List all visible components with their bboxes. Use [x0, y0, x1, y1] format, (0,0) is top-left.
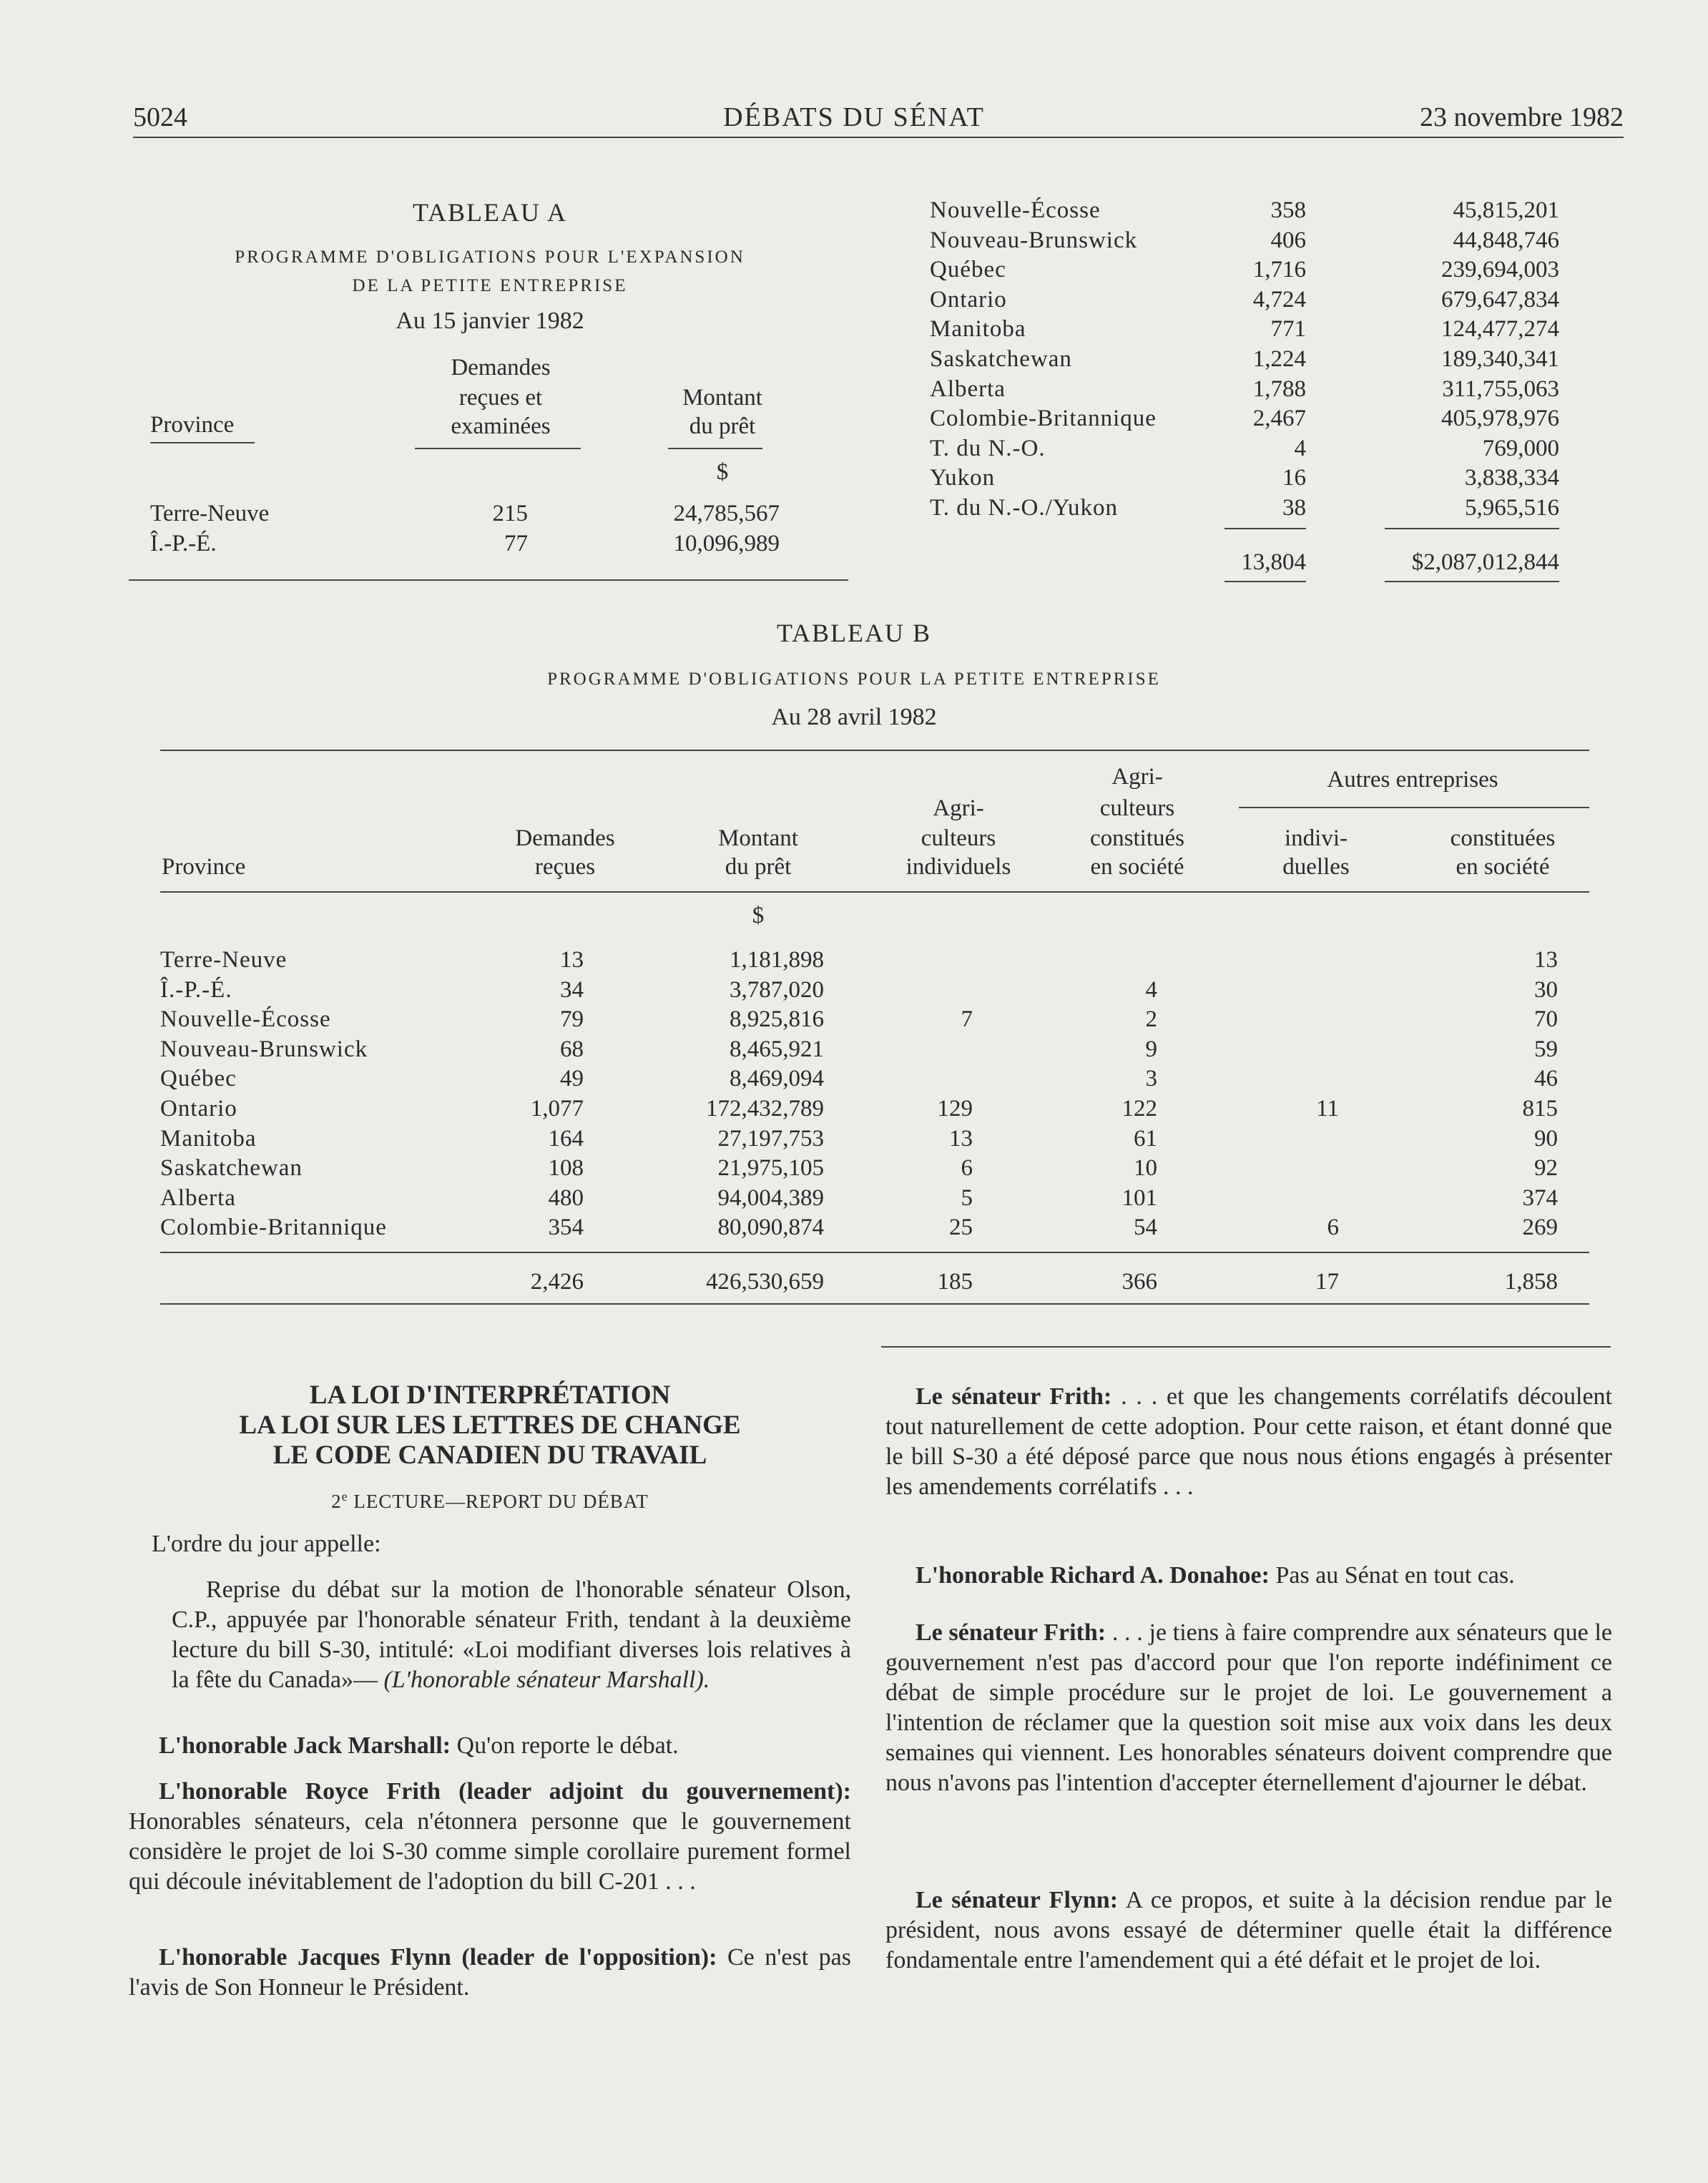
demandes-cell: 108	[548, 1155, 584, 1182]
speech-frith-2	[885, 1382, 1612, 1502]
province-cell: Nouvelle-Écosse	[930, 197, 1101, 223]
tableau-b-bottom-rule	[160, 1303, 1589, 1305]
tableau-b-subtitle: PROGRAMME D'OBLIGATIONS POUR LA PETITE ENTREPRISE	[547, 669, 1161, 689]
indiv-cell: 6	[1327, 1215, 1339, 1241]
const-cell: 92	[1534, 1155, 1558, 1182]
montant-cell: 679,647,834	[1441, 286, 1559, 313]
province-cell: Nouvelle-Écosse	[160, 1006, 331, 1033]
agri-soc-cell: 9	[1145, 1036, 1157, 1062]
montant-cell: 10,096,989	[673, 531, 780, 556]
tableau-b-top-rule	[160, 750, 1589, 751]
tableau-b-total-demandes: 2,426	[530, 1269, 584, 1295]
demandes-cell: 215	[492, 501, 528, 526]
const-cell: 374	[1522, 1184, 1558, 1211]
province-cell: Î.-P.-É.	[150, 531, 217, 556]
speaker-name: Le sénateur Frith:	[916, 1619, 1106, 1646]
province-cell: Terre-Neuve	[150, 501, 270, 526]
demandes-cell: 480	[548, 1184, 584, 1211]
province-cell: Saskatchewan	[160, 1155, 303, 1182]
indiv-cell: 11	[1316, 1096, 1339, 1122]
demandes-cell: 406	[1270, 227, 1306, 253]
province-cell: Terre-Neuve	[160, 947, 288, 973]
montant-cell: 8,469,094	[730, 1066, 824, 1092]
tableau-a-left-bottom-rule	[129, 579, 848, 581]
speech-frith-3	[885, 1618, 1612, 1798]
const-cell: 70	[1534, 1006, 1558, 1033]
montant-cell: 24,785,567	[673, 501, 780, 526]
demandes-cell: 16	[1282, 465, 1306, 491]
tableau-a-total-montant: $2,087,012,844	[1411, 549, 1559, 575]
tableau-a-header-demandes-1: Demandes	[451, 355, 551, 381]
province-cell: Manitoba	[160, 1125, 257, 1152]
speech-text: Qu'on reporte le débat.	[451, 1732, 679, 1759]
montant-cell: 80,090,874	[717, 1215, 824, 1241]
demandes-cell: 1,224	[1252, 346, 1306, 372]
tableau-b-header-bottom-rule	[160, 891, 1589, 893]
agri-soc-cell: 2	[1145, 1006, 1157, 1033]
demandes-cell: 1,788	[1252, 376, 1306, 402]
tableau-a-header-province-rule	[150, 442, 255, 443]
montant-cell: 311,755,063	[1442, 376, 1559, 402]
tableau-b-header-agri-ind-2: culteurs	[921, 825, 996, 851]
const-cell: 46	[1534, 1066, 1558, 1092]
tableau-a-date: Au 15 janvier 1982	[396, 308, 584, 334]
province-cell: Manitoba	[930, 316, 1026, 343]
tableau-b-header-const-1: constituées	[1450, 825, 1556, 851]
agri-soc-cell: 54	[1134, 1215, 1157, 1241]
tableau-a-unit: $	[716, 459, 729, 485]
demandes-cell: 358	[1270, 197, 1306, 223]
motion-text: Reprise du débat sur la motion de l'honorable sénateur Olson, C.P., appuyée par l'honorable sénateur Frith, tendant à la deuxième lecture du bill S-30, intitulé: «Loi modifiant diverses lois relatives à la fête du Canada»—	[172, 1576, 851, 1693]
section-title-2: LA LOI SUR LES LETTRES DE CHANGE	[239, 1411, 741, 1440]
tableau-a-subtitle-2: DE LA PETITE ENTREPRISE	[352, 276, 628, 295]
province-cell: Colombie-Britannique	[160, 1215, 387, 1241]
demandes-cell: 354	[548, 1215, 584, 1241]
agri-soc-cell: 10	[1134, 1155, 1157, 1182]
province-cell: T. du N.-O./Yukon	[930, 495, 1118, 521]
province-cell: Québec	[160, 1066, 237, 1092]
tableau-a-header-demandes-2: reçues et	[458, 385, 543, 411]
agri-soc-cell: 122	[1122, 1096, 1157, 1122]
tableau-b-header-autres: Autres entreprises	[1327, 767, 1498, 793]
tableau-a-header-province: Province	[150, 412, 235, 438]
const-cell: 269	[1522, 1215, 1558, 1241]
demandes-cell: 164	[548, 1125, 584, 1152]
tableau-a-total-demandes: 13,804	[1241, 549, 1306, 575]
tableau-b-total-agri-soc: 366	[1122, 1269, 1157, 1295]
montant-cell: 94,004,389	[717, 1184, 824, 1211]
agri-soc-cell: 4	[1145, 976, 1157, 1003]
tableau-b-header-autres-rule	[1239, 807, 1589, 808]
montant-cell: 1,181,898	[730, 947, 824, 973]
running-head-title: DÉBATS DU SÉNAT	[723, 102, 985, 132]
speech-text: . . . et que les changements corrélatifs découlent tout naturellement de cette adoption. Pour cette raison, et étant donné que le bill S-30 a été déposé parce que nous nous étions engagés à présenter les amendements corrélatifs . . .	[885, 1383, 1612, 1500]
montant-cell: 172,432,789	[706, 1096, 824, 1122]
const-cell: 59	[1534, 1036, 1558, 1062]
tableau-a-total-rule-demandes	[1224, 528, 1306, 529]
agri-ind-cell: 129	[937, 1096, 973, 1122]
tableau-b-header-agri-soc-1: Agri-	[1111, 764, 1163, 790]
agri-ind-cell: 7	[961, 1006, 973, 1033]
montant-cell: 769,000	[1482, 435, 1559, 461]
tableau-b-total-top-rule	[160, 1252, 1589, 1253]
demandes-cell: 38	[1282, 495, 1306, 521]
province-cell: Alberta	[160, 1184, 236, 1211]
tableau-b-title: TABLEAU B	[776, 619, 932, 647]
montant-cell: 3,787,020	[730, 976, 824, 1003]
province-cell: Alberta	[930, 376, 1006, 402]
demandes-cell: 77	[504, 531, 528, 556]
speech-text: Ce n'est pas l'avis de Son Honneur le Président.	[129, 1944, 851, 2001]
right-column-separator	[881, 1346, 1611, 1348]
speaker-name: L'honorable Jacques Flynn (leader de l'opposition):	[159, 1944, 717, 1971]
agri-soc-cell: 61	[1134, 1125, 1157, 1152]
tableau-a-subtitle-1: PROGRAMME D'OBLIGATIONS POUR L'EXPANSION	[235, 247, 745, 267]
speech-donahoe	[885, 1561, 1612, 1591]
demandes-cell: 771	[1270, 316, 1306, 343]
const-cell: 13	[1534, 947, 1558, 973]
montant-cell: 124,477,274	[1441, 316, 1559, 343]
running-head-date: 23 novembre 1982	[1420, 102, 1624, 132]
speech-flynn-2	[885, 1885, 1612, 1976]
tableau-b-total-agri-ind: 185	[937, 1269, 973, 1295]
province-cell: Ontario	[160, 1096, 237, 1122]
demandes-cell: 2,467	[1252, 406, 1306, 432]
tableau-a-title: TABLEAU A	[412, 198, 568, 227]
agri-ind-cell: 25	[949, 1215, 973, 1241]
tableau-b-header-indiv-2: duelles	[1282, 854, 1350, 880]
tableau-b-total-indiv: 17	[1315, 1269, 1339, 1295]
montant-cell: 189,340,341	[1441, 346, 1559, 372]
tableau-a-header-montant-1: Montant	[682, 385, 762, 411]
section-title-1: LA LOI D'INTERPRÉTATION	[309, 1380, 671, 1410]
speech-frith-1	[129, 1777, 851, 1897]
speech-text: Pas au Sénat en tout cas.	[1269, 1562, 1515, 1589]
tableau-b-header-agri-soc-3: constitués	[1090, 825, 1184, 851]
agri-soc-cell: 3	[1145, 1066, 1157, 1092]
montant-cell: 3,838,334	[1465, 465, 1559, 491]
tableau-b-header-agri-ind-3: individuels	[905, 854, 1011, 880]
tableau-b-date: Au 28 avril 1982	[771, 704, 937, 730]
speech-text: A ce propos, et suite à la décision rendue par le président, nous avons essayé de déterminer quelle était la différence fondamentale entre l'amendement qui a été défait et le projet de loi.	[885, 1887, 1612, 1973]
tableau-a-header-montant-2: du prêt	[689, 413, 756, 439]
const-cell: 90	[1534, 1125, 1558, 1152]
tableau-b-header-const-2: en société	[1456, 854, 1550, 880]
speech-text: . . . je tiens à faire comprendre aux sénateurs que le gouvernement n'est pas d'accord pour que l'on reporte indéfiniment ce débat de simple procédure sur le projet de loi. Le gouvernement a l'intention de réclamer que la question soit mise aux voix dans les deux semaines qui viennent. Les honorables sénateurs doivent comprendre que nous n'avons pas l'intention d'accepter éternellement d'ajourner le débat.	[885, 1619, 1612, 1796]
tableau-b-total-const: 1,858	[1504, 1269, 1558, 1295]
reading-label: LECTURE—REPORT DU DÉBAT	[353, 1491, 649, 1512]
motion-paragraph	[172, 1575, 851, 1695]
reading-superscript: e	[341, 1489, 348, 1503]
demandes-cell: 1,716	[1252, 257, 1306, 283]
province-cell: Colombie-Britannique	[930, 406, 1157, 432]
tableau-a-total-underline-montant	[1385, 581, 1559, 582]
demandes-cell: 34	[560, 976, 584, 1003]
montant-cell: 44,848,746	[1453, 227, 1559, 253]
reading-number: 2	[331, 1491, 342, 1512]
province-cell: T. du N.-O.	[930, 435, 1046, 461]
montant-cell: 21,975,105	[717, 1155, 824, 1182]
speech-text: Honorables sénateurs, cela n'étonnera personne que le gouvernement considère le projet de loi S-30 comme simple corollaire purement formel qui découle inévitablement de l'adoption du bill C-201 . . .	[129, 1808, 851, 1895]
province-cell: Saskatchewan	[930, 346, 1072, 372]
tableau-b-total-montant: 426,530,659	[706, 1269, 824, 1295]
tableau-b-header-montant-2: du prêt	[725, 854, 792, 880]
speaker-name: L'honorable Richard A. Donahoe:	[916, 1562, 1270, 1589]
speaker-name: Le sénateur Flynn:	[916, 1887, 1119, 1913]
tableau-b-header-agri-ind-1: Agri-	[933, 795, 984, 821]
montant-cell: 27,197,753	[717, 1125, 824, 1152]
speaker-name: L'honorable Jack Marshall:	[159, 1732, 451, 1759]
tableau-b-unit: $	[752, 903, 765, 928]
tableau-b-header-demandes-2: reçues	[534, 854, 596, 880]
reading-stage	[129, 1489, 851, 1513]
montant-cell: 8,465,921	[730, 1036, 824, 1062]
tableau-b-header-demandes-1: Demandes	[515, 825, 615, 851]
header-rule	[133, 137, 1624, 138]
speaker-name: L'honorable Royce Frith (leader adjoint du gouvernement):	[159, 1778, 851, 1805]
tableau-a-header-montant-rule	[668, 448, 762, 449]
page-number: 5024	[133, 102, 187, 132]
tableau-a-total-rule-montant	[1385, 528, 1559, 529]
agri-soc-cell: 101	[1122, 1184, 1157, 1211]
demandes-cell: 68	[560, 1036, 584, 1062]
tableau-b-header-indiv-1: indivi-	[1285, 825, 1348, 851]
montant-cell: 45,815,201	[1453, 197, 1559, 223]
demandes-cell: 79	[560, 1006, 584, 1033]
agri-ind-cell: 13	[949, 1125, 973, 1152]
tableau-b-header-montant-1: Montant	[718, 825, 798, 851]
tableau-a-header-demandes-rule	[415, 448, 581, 449]
demandes-cell: 13	[560, 947, 584, 973]
motion-attribution: (L'honorable sénateur Marshall).	[383, 1667, 710, 1693]
speaker-name: Le sénateur Frith:	[916, 1383, 1112, 1410]
demandes-cell: 49	[560, 1066, 584, 1092]
demandes-cell: 1,077	[530, 1096, 584, 1122]
demandes-cell: 4,724	[1252, 286, 1306, 313]
const-cell: 815	[1522, 1096, 1558, 1122]
province-cell: Nouveau-Brunswick	[160, 1036, 368, 1062]
tableau-b-header-agri-soc-2: culteurs	[1099, 795, 1175, 821]
demandes-cell: 4	[1294, 435, 1306, 461]
tableau-b-header-agri-soc-4: en société	[1090, 854, 1184, 880]
province-cell: Î.-P.-É.	[160, 976, 232, 1003]
province-cell: Québec	[930, 257, 1006, 283]
tableau-a-total-underline-demandes	[1224, 581, 1306, 582]
agri-ind-cell: 5	[961, 1184, 973, 1211]
speech-marshall	[129, 1731, 851, 1761]
province-cell: Yukon	[930, 465, 996, 491]
agri-ind-cell: 6	[961, 1155, 973, 1182]
section-title-3: LE CODE CANADIEN DU TRAVAIL	[273, 1441, 707, 1470]
order-of-day: L'ordre du jour appelle:	[152, 1531, 381, 1557]
const-cell: 30	[1534, 976, 1558, 1003]
tableau-a-header-demandes-3: examinées	[451, 413, 551, 439]
montant-cell: 5,965,516	[1465, 495, 1559, 521]
province-cell: Nouveau-Brunswick	[930, 227, 1138, 253]
tableau-b-header-province: Province	[162, 854, 246, 880]
montant-cell: 239,694,003	[1441, 257, 1559, 283]
speech-flynn-1	[129, 1943, 851, 2003]
montant-cell: 8,925,816	[730, 1006, 824, 1033]
province-cell: Ontario	[930, 286, 1007, 313]
montant-cell: 405,978,976	[1441, 406, 1559, 432]
